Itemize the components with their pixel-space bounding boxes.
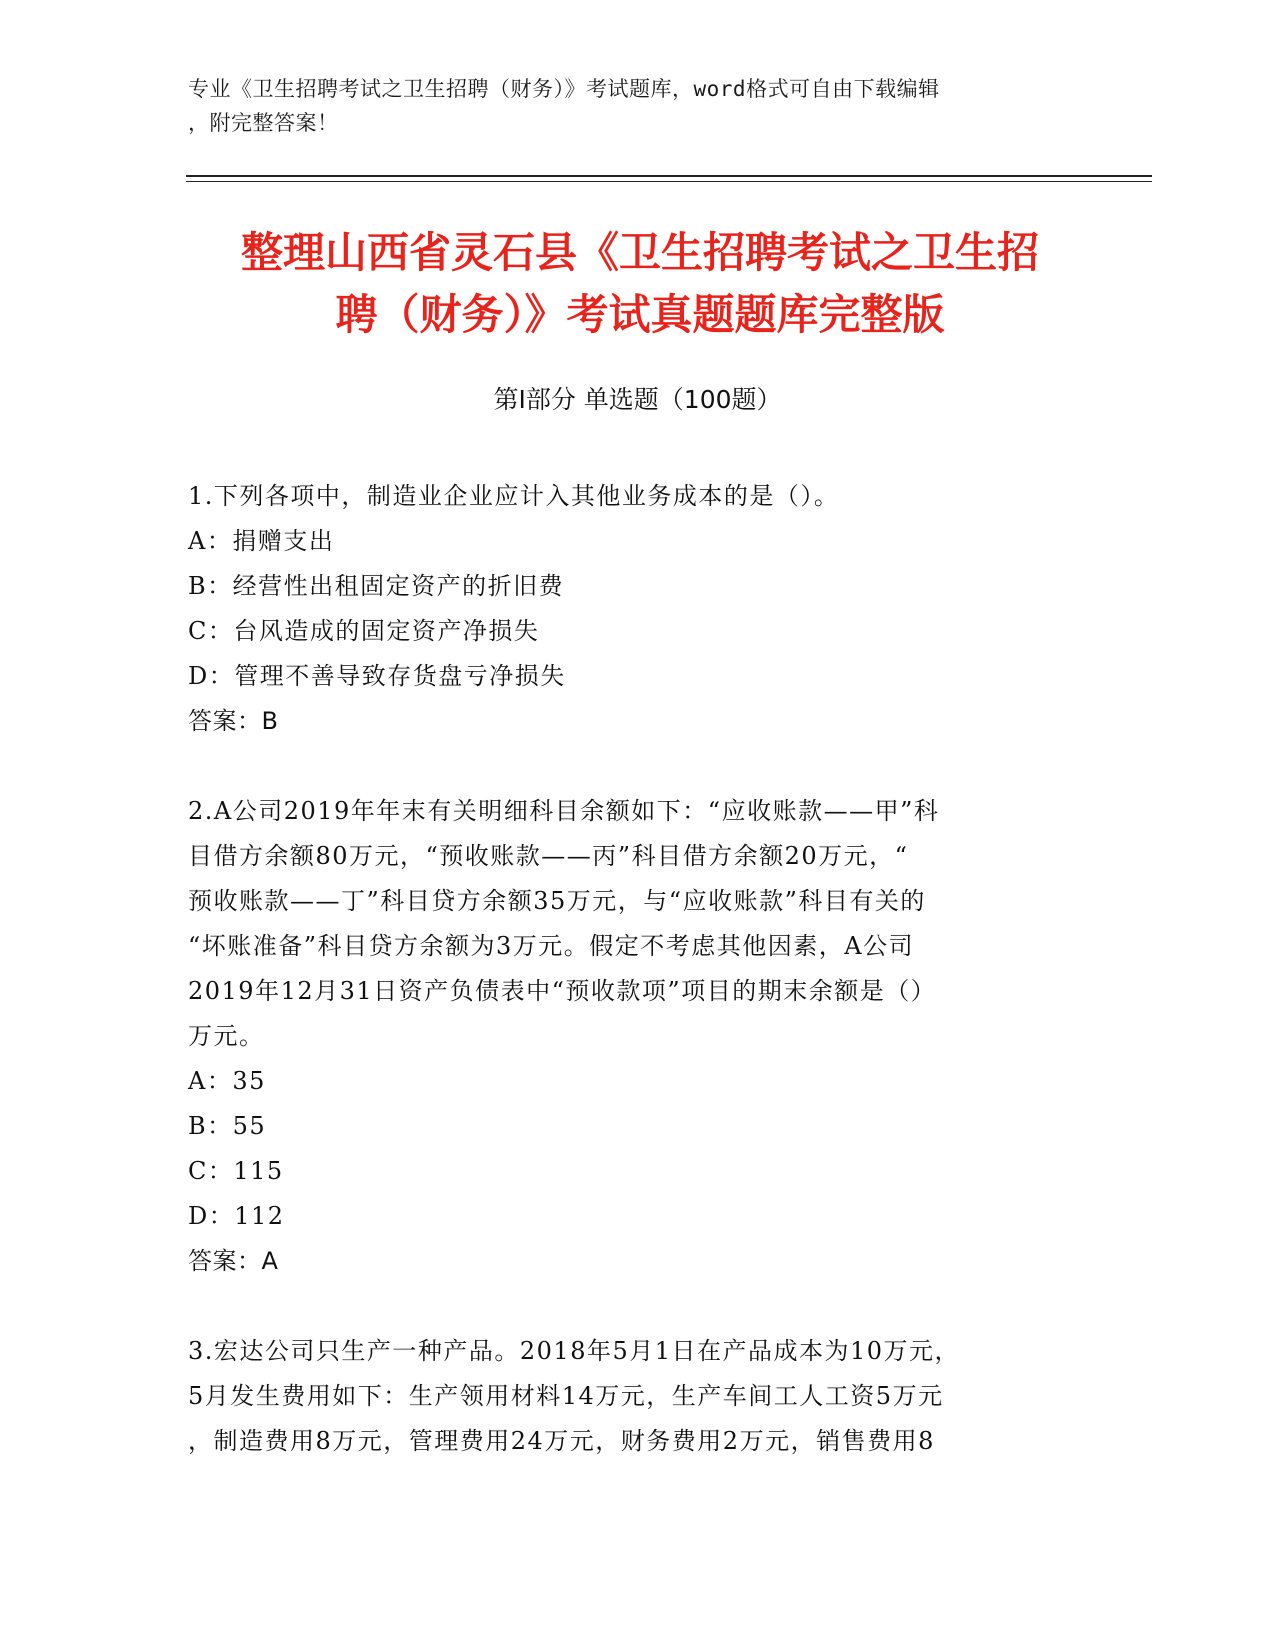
header-divider-thin (186, 181, 1152, 182)
question-stem: 目借方余额80万元，“预收账款——丙”科目借方余额20万元，“ (188, 842, 909, 870)
option-c: C：115 (188, 1157, 284, 1185)
question-1 (188, 474, 1068, 744)
question-3 (188, 1329, 1068, 1464)
document-title-line: 整理山西省灵石县《卫生招聘考试之卫生招 (240, 228, 1039, 277)
document-title (160, 222, 1120, 346)
option-c: C：台风造成的固定资产净损失 (188, 617, 540, 645)
question-stem: “坏账准备”科目贷方余额为3万元。假定不考虑其他因素，A公司 (188, 932, 915, 960)
option-d: D：管理不善导致存货盘亏净损失 (188, 662, 566, 690)
question-stem: 5月发生费用如下：生产领用材料14万元，生产车间工人工资5万元 (188, 1382, 944, 1410)
question-stem: 2019年12月31日资产负债表中“预收款项”项目的期末余额是（） (188, 977, 937, 1005)
question-stem: 1.下列各项中，制造业企业应计入其他业务成本的是（）。 (188, 482, 840, 510)
section-heading: 第Ⅰ部分 单选题（100题） (493, 385, 782, 414)
question-list (188, 474, 1068, 1464)
header-note-line: 专业《卫生招聘考试之卫生招聘（财务）》考试题库，word格式可自由下载编辑 (188, 77, 940, 101)
question-stem: ，制造费用8万元，管理费用24万元，财务费用2万元，销售费用8 (188, 1427, 935, 1455)
question-stem: 3.宏达公司只生产一种产品。2018年5月1日在产品成本为10万元， (188, 1337, 961, 1365)
question-stem: 预收账款——丁”科目贷方余额35万元，与“应收账款”科目有关的 (188, 887, 926, 915)
answer-line: 答案：A (188, 1247, 279, 1275)
option-b: B：经营性出租固定资产的折旧费 (188, 572, 565, 600)
option-a: A：捐赠支出 (188, 527, 335, 555)
document-title-line: 聘（财务）》考试真题题库完整版 (335, 290, 945, 339)
header-note (188, 72, 1068, 140)
question-stem: 万元。 (188, 1022, 265, 1050)
option-a: A：35 (188, 1067, 266, 1095)
question-spacer (188, 1284, 1068, 1329)
question-stem: 2.A公司2019年年末有关明细科目余额如下：“应收账款——甲”科 (188, 797, 940, 825)
option-b: B：55 (188, 1112, 267, 1140)
option-d: D：112 (188, 1202, 285, 1230)
question-2 (188, 789, 1068, 1284)
answer-line: 答案：B (188, 707, 279, 735)
header-note-line: ，附完整答案！ (188, 111, 339, 135)
header-divider-thick (186, 175, 1152, 177)
question-spacer (188, 744, 1068, 789)
